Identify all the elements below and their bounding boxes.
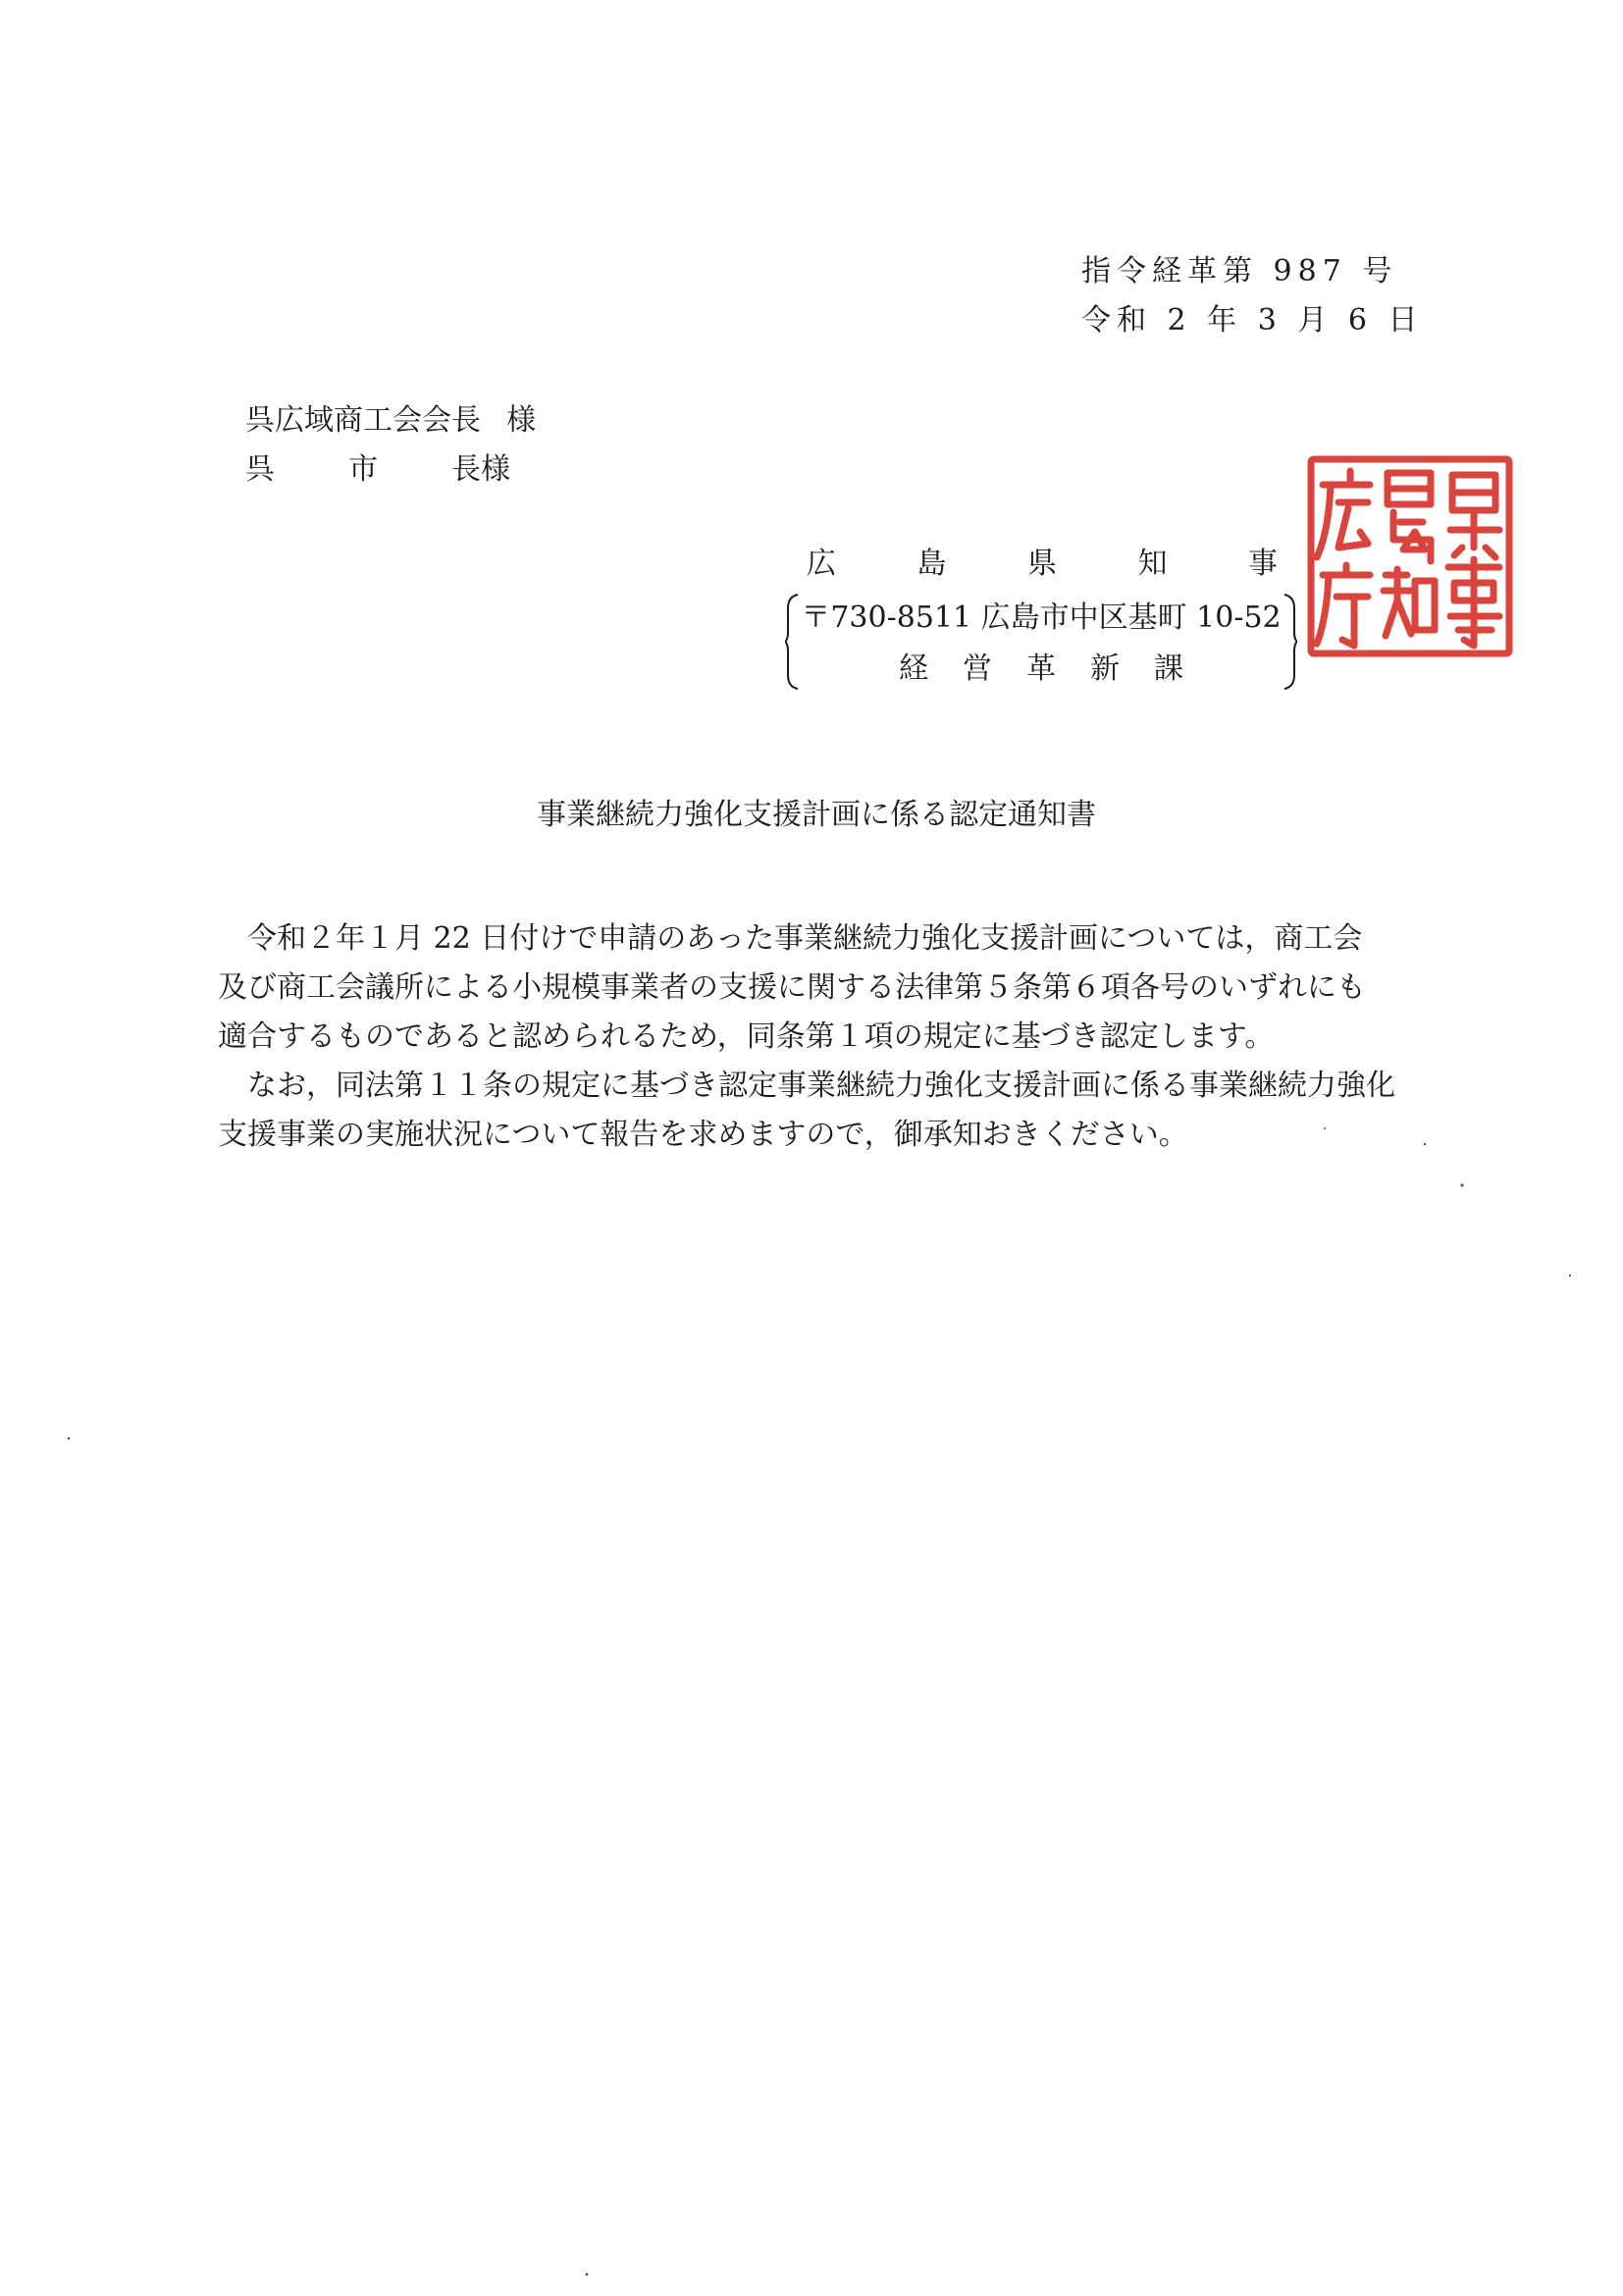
recipient-1-honorific: 様	[506, 403, 536, 438]
sender-department-char: 新	[1090, 652, 1120, 686]
recipient-2-name-part: 呉	[245, 452, 275, 487]
sender-title	[807, 542, 1278, 587]
body-line: 適合するものであると認められるため，同条第１項の規定に基づき認定します。	[218, 1019, 1275, 1054]
sender-title-char: 島	[916, 547, 947, 581]
body-line: 及び商工会議所による小規模事業者の支援に関する法律第５条第６項各号のいずれにも	[218, 970, 1366, 1005]
recipient-2-name-part: 市	[348, 452, 378, 487]
recipient-2-honorific: 様	[481, 452, 510, 487]
sender-title-char: 事	[1248, 547, 1278, 581]
notice-body	[218, 914, 1435, 1160]
address-bracket-left	[785, 593, 799, 691]
sender-department-char: 課	[1154, 652, 1183, 686]
notice-title: 事業継続力強化支援計画に係る認定通知書	[537, 798, 1096, 832]
document-date: 令和 2 年 3 月 6 日	[1081, 303, 1424, 338]
recipient-1	[245, 398, 536, 444]
sender-address: 〒730-8511 広島市中区基町 10-52	[801, 600, 1282, 635]
recipient-1-name: 呉広域商工会会長	[245, 403, 481, 438]
body-line: なお，同法第１１条の規定に基づき認定事業継続力強化支援計画に係る事業継続力強化	[247, 1069, 1395, 1103]
sender-title-char: 知	[1137, 547, 1168, 581]
body-line: 支援事業の実施状況について報告を求めますので，御承知おきください。	[218, 1118, 1188, 1152]
recipient-2	[245, 447, 510, 493]
sender-department	[899, 647, 1183, 692]
document-number: 指令経革第 987 号	[1081, 254, 1398, 288]
sender-department-char: 経	[899, 652, 928, 686]
body-line: 令和２年１月 22 日付けで申請のあった事業継続力強化支援計画については，商工会	[247, 921, 1363, 956]
recipient-2-name-part: 長	[451, 452, 481, 487]
sender-title-char: 広	[807, 547, 836, 581]
official-seal	[1305, 453, 1515, 659]
address-bracket-right	[1283, 593, 1297, 691]
sender-title-char: 県	[1027, 547, 1057, 581]
sender-department-char: 営	[963, 652, 992, 686]
sender-department-char: 革	[1026, 652, 1056, 686]
